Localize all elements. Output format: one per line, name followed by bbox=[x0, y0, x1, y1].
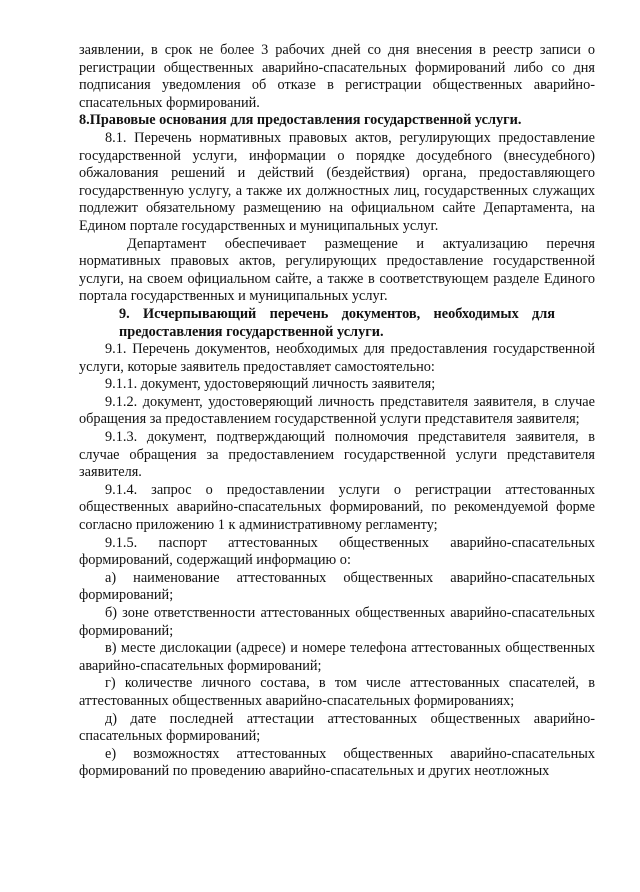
section-8-heading: 8.Правовые основания для предоставления государственной услуги. bbox=[79, 112, 522, 129]
intro-paragraph: заявлении, в срок не более 3 рабочих дней со дня внесения в реестр записи о регистрации общественных аварийно-спасательных формирований либо со дня подписания уведомления об отказе в регистрации общественных аварийно-спасательных формирований. bbox=[79, 42, 595, 111]
section-9-subitem: е) возможностях аттестованных общественных аварийно-спасательных формирований по проведению аварийно-спасательных и других неотложных bbox=[79, 745, 595, 780]
section-9-item: 9.1.5. паспорт аттестованных общественных аварийно-спасательных формирований, содержащий информацию о: bbox=[79, 534, 595, 569]
document-page bbox=[79, 42, 595, 781]
section-9-subitem: г) количестве личного состава, в том числе аттестованных спасателей, в аттестованных общественных аварийно-спасательных формированиях; bbox=[79, 675, 595, 709]
section-9-item: 9.1.4. запрос о предоставлении услуги о регистрации аттестованных общественных аварийно-спасательных формирований, по рекомендуемой форме согласно приложению 1 к административному регламенту; bbox=[79, 481, 595, 534]
section-9-subitem: а) наименование аттестованных общественных аварийно-спасательных формирований; bbox=[79, 569, 595, 604]
section-8-paragraph-2: Департамент обеспечивает размещение и актуализацию перечня нормативных правовых актов, регулирующих предоставление государственной услуги, на своем официальном сайте, а также в соответствующем разделе Единого портала государственных и муниципальных услуг. bbox=[79, 235, 595, 305]
section-8-paragraph-1: 8.1. Перечень нормативных правовых актов, регулирующих предоставление государственной услуги, информации о порядке досудебного (внесудебного) обжалования решений и действий (бездействия) органа, предоставляющего государственную услугу, а также их должностных лиц, государственных служащих подлежит обязательному размещению на официальном сайте Департамента, на Едином портале государственных и муниципальных услуг. bbox=[79, 129, 595, 234]
section-9-item: 9.1. Перечень документов, необходимых для предоставления государственной услуги, которые заявитель предоставляет самостоятельно: bbox=[79, 341, 595, 375]
section-9-item: 9.1.2. документ, удостоверяющий личность представителя заявителя, в случае обращения за предоставлением государственной услуги представителя заявителя; bbox=[79, 393, 595, 428]
section-9-subitem: б) зоне ответственности аттестованных общественных аварийно-спасательных формирований; bbox=[79, 605, 595, 639]
section-9-item: 9.1.3. документ, подтверждающий полномочия представителя заявителя, в случае обращения за предоставлением государственной услуги представителя заявителя. bbox=[79, 429, 595, 481]
section-9-heading: 9. Исчерпывающий перечень документов, необходимых для предоставления государственной услуги. bbox=[119, 305, 555, 340]
section-9-subitem: в) месте дислокации (адресе) и номере телефона аттестованных общественных аварийно-спасательных формирований; bbox=[79, 640, 595, 674]
section-9-subitem: д) дате последней аттестации аттестованных общественных аварийно-спасательных формирований; bbox=[79, 710, 595, 745]
section-9-item: 9.1.1. документ, удостоверяющий личность заявителя; bbox=[105, 376, 436, 393]
